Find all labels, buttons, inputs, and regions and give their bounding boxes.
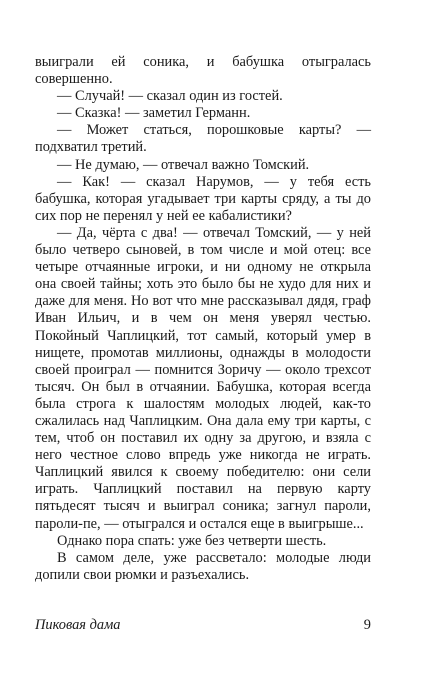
page-text — [35, 54, 371, 584]
page-footer — [35, 617, 371, 634]
paragraph: — Сказка! — заметил Германн. — [57, 105, 251, 122]
paragraph: — Как! — сказал Нарумов, — у тебя есть бабушка, которая угадывает три карты сряду, а ты до сих пор не перенял у ней ее кабалистики? — [35, 173, 371, 224]
page-number: 9 — [363, 617, 371, 633]
paragraph: — Может статься, порошковые карты? — подхватил третий. — [35, 122, 371, 156]
paragraph: В самом деле, уже рассветало: молодые люди допили свои рюмки и разъехались. — [35, 549, 371, 583]
paragraph: Однако пора спать: уже без четверти шесть. — [57, 532, 327, 549]
paragraph: — Да, чёрта с два! — отвечал Томский, — у ней было четверо сыновей, в том числе и мой отец: все четыре отчаянные игроки, и ни одному не открыла она своей тайны; хоть это было бы не худо для них и даже для меня. Но вот что мне рассказывал дядя, граф Иван Ильич, и в чем он меня уверял честью. Покойный Чаплицкий, тот самый, который умер в нищете, промотав миллионы, однажды в молодости своей проиграл — помнится Зоричу — около трехсот тысяч. Он был в отчаянии. Бабушка, которая всегда была строга к шалостям молодых людей, как-то сжалилась над Чаплицким. Она дала ему три карты, с тем, чтоб он поставил их одну за другою, и взяла с него честное слово впредь уже никогда не играть. Чаплицкий явился к своему победителю: они сели играть. Чаплицкий поставил на первую карту пятьдесят тысяч и выиграл соника; загнул пароли, пароли-пе, — отыгрался и остался еще в выигрыше... — [35, 224, 371, 532]
running-title: Пиковая дама — [35, 617, 121, 633]
paragraph: — Не думаю, — отвечал важно Томский. — [57, 156, 310, 173]
paragraph: — Случай! — сказал один из гостей. — [57, 88, 283, 105]
paragraph: выиграли ей соника, и бабушка отыгралась совершенно. — [35, 54, 371, 88]
